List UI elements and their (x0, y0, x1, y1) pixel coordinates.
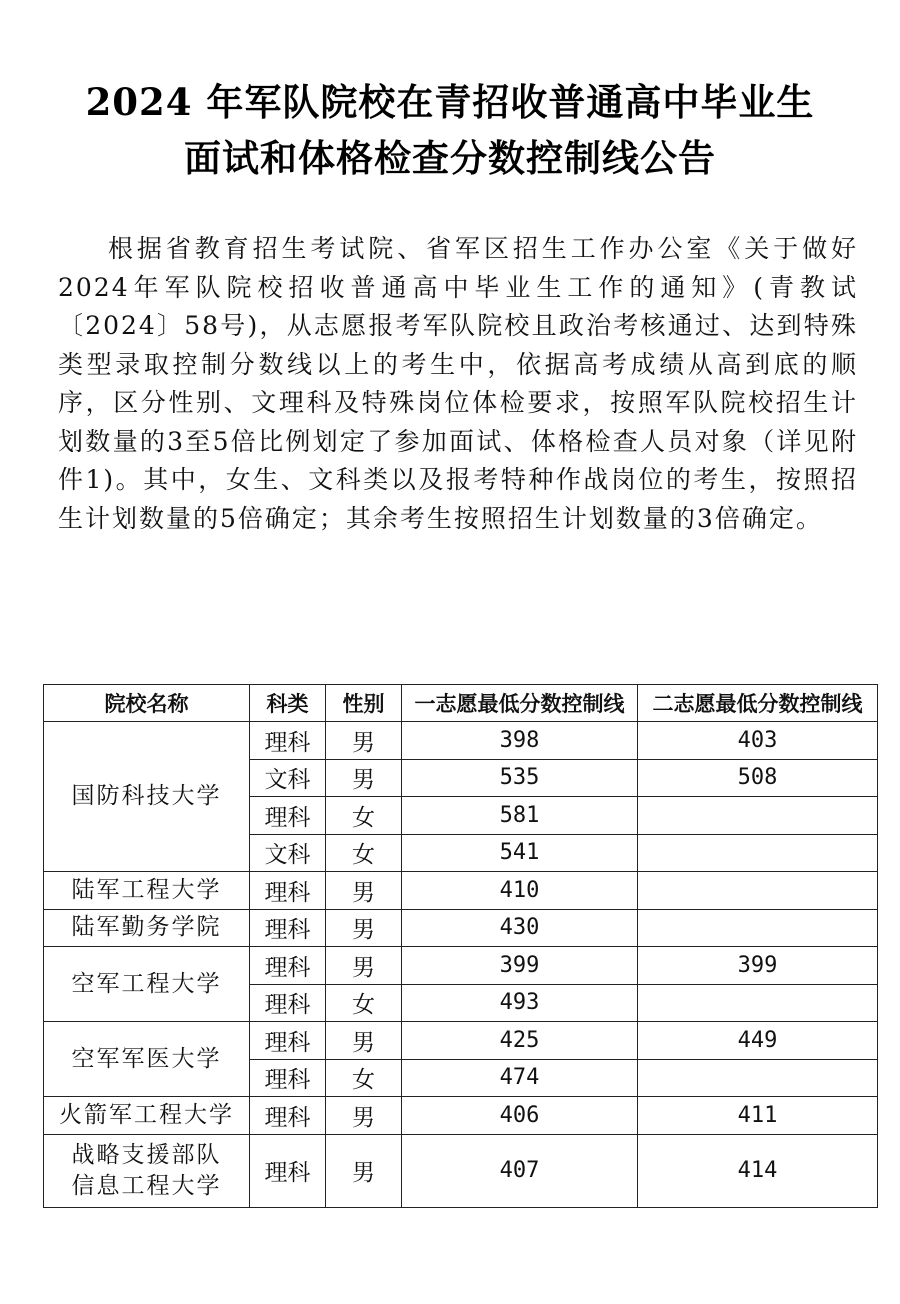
gender-cell: 男 (326, 1022, 402, 1060)
table-row (44, 1097, 878, 1135)
score-table (43, 684, 878, 1208)
school-name: 陆军工程大学 (44, 872, 250, 910)
first-choice-score: 406 (402, 1097, 638, 1135)
gender-cell: 女 (326, 834, 402, 872)
header-subject: 科类 (250, 685, 326, 722)
gender-cell: 女 (326, 797, 402, 835)
gender-cell: 男 (326, 872, 402, 910)
gender-cell: 男 (326, 909, 402, 947)
first-choice-score: 399 (402, 947, 638, 985)
gender-cell: 男 (326, 1097, 402, 1135)
title-line-1: 2024 年军队院校在青招收普通高中毕业生 (85, 80, 815, 124)
subject-cell: 理科 (250, 797, 326, 835)
first-choice-score: 581 (402, 797, 638, 835)
body-paragraph (58, 230, 858, 538)
school-name (44, 1134, 250, 1207)
header-second-choice: 二志愿最低分数控制线 (638, 685, 878, 722)
table-row (44, 722, 878, 760)
header-first-choice: 一志愿最低分数控制线 (402, 685, 638, 722)
school-name: 火箭军工程大学 (44, 1097, 250, 1135)
subject-cell: 理科 (250, 984, 326, 1022)
subject-cell: 理科 (250, 722, 326, 760)
first-choice-score: 430 (402, 909, 638, 947)
subject-cell: 理科 (250, 1059, 326, 1097)
second-choice-score: 411 (638, 1097, 878, 1135)
second-choice-score: 414 (638, 1134, 878, 1207)
paragraph-text: 根据省教育招生考试院、省军区招生工作办公室《关于做好2024年军队院校招收普通高中毕业生工作的通知》(青教试〔2024〕58号)，从志愿报考军队院校且政治考核通过、达到特殊类型录取控制分数线以上的考生中，依据高考成绩从高到底的顺序，区分性别、文理科及特殊岗位体检要求，按照军队院校招生计划数量的3至5倍比例划定了参加面试、体格检查人员对象（详见附件1)。其中，女生、文科类以及报考特种作战岗位的考生，按照招生计划数量的5倍确定；其余考生按照招生计划数量的3倍确定。 (58, 234, 858, 533)
second-choice-score: 399 (638, 947, 878, 985)
subject-cell: 文科 (250, 834, 326, 872)
first-choice-score: 398 (402, 722, 638, 760)
first-choice-score: 493 (402, 984, 638, 1022)
school-name: 空军工程大学 (44, 947, 250, 1022)
second-choice-score (638, 1059, 878, 1097)
second-choice-score: 508 (638, 759, 878, 797)
subject-cell: 理科 (250, 947, 326, 985)
table-row (44, 1134, 878, 1207)
subject-cell: 理科 (250, 909, 326, 947)
gender-cell: 男 (326, 759, 402, 797)
first-choice-score: 407 (402, 1134, 638, 1207)
gender-cell: 女 (326, 1059, 402, 1097)
header-school: 院校名称 (44, 685, 250, 722)
school-name: 国防科技大学 (44, 722, 250, 872)
gender-cell: 男 (326, 722, 402, 760)
school-name-line-2: 信息工程大学 (71, 1172, 222, 1199)
gender-cell: 女 (326, 984, 402, 1022)
first-choice-score: 541 (402, 834, 638, 872)
first-choice-score: 474 (402, 1059, 638, 1097)
table-header-row (44, 685, 878, 722)
subject-cell: 理科 (250, 1134, 326, 1207)
second-choice-score: 449 (638, 1022, 878, 1060)
subject-cell: 理科 (250, 872, 326, 910)
second-choice-score (638, 984, 878, 1022)
first-choice-score: 410 (402, 872, 638, 910)
subject-cell: 理科 (250, 1097, 326, 1135)
second-choice-score (638, 834, 878, 872)
gender-cell: 男 (326, 947, 402, 985)
school-name: 空军军医大学 (44, 1022, 250, 1097)
table-row (44, 909, 878, 947)
gender-cell: 男 (326, 1134, 402, 1207)
header-gender: 性别 (326, 685, 402, 722)
second-choice-score (638, 872, 878, 910)
table-row (44, 872, 878, 910)
second-choice-score (638, 909, 878, 947)
subject-cell: 文科 (250, 759, 326, 797)
table-row (44, 1022, 878, 1060)
first-choice-score: 425 (402, 1022, 638, 1060)
second-choice-score (638, 797, 878, 835)
school-name: 陆军勤务学院 (44, 909, 250, 947)
table-row (44, 947, 878, 985)
first-choice-score: 535 (402, 759, 638, 797)
school-name-line-1: 战略支援部队 (71, 1141, 222, 1168)
subject-cell: 理科 (250, 1022, 326, 1060)
title-line-2: 面试和体格检查分数控制线公告 (184, 136, 716, 180)
second-choice-score: 403 (638, 722, 878, 760)
